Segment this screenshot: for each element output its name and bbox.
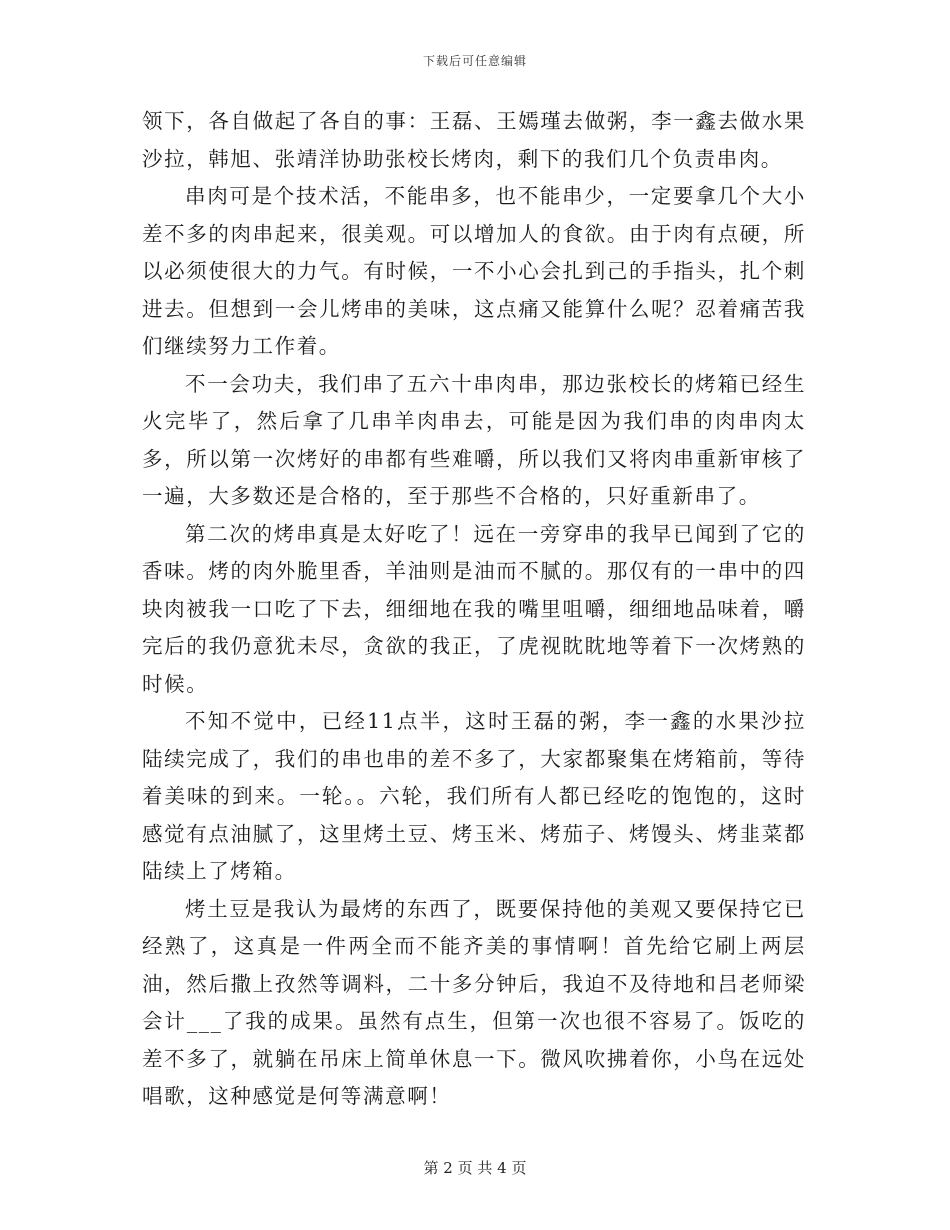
paragraph-3: 不一会功夫，我们串了五六十串肉串，那边张校长的烤箱已经生火完毕了，然后拿了几串羊肉串去，可能是因为我们串的肉串肉太多，所以第一次烤好的串都有些难嚼，所以我们又将肉串重新审核了一遍，大多数还是合格的，至于那些不合格的，只好重新串了。 [142,371,806,508]
page-header-note: 下载后可任意编辑 [422,54,527,68]
page-number: 第 2 页 共 4 页 [423,1159,527,1177]
paragraph-5: 不知不觉中，已经11点半，这时王磊的粥，李一鑫的水果沙拉陆续完成了，我们的串也串的差不多了，大家都聚集在烤箱前，等待着美味的到来。一轮。。六轮，我们所有人都已经吃的饱饱的，这时感觉有点油腻了，这里烤土豆、烤玉米、烤茄子、烤馒头、烤韭菜都陆续上了烤箱。 [142,709,806,883]
paragraph-1: 领下，各自做起了各自的事：王磊、王嫣瑾去做粥，李一鑫去做水果沙拉，韩旭、张靖洋协助张校长烤肉，剩下的我们几个负责串肉。 [142,109,806,171]
paragraph-2: 串肉可是个技术活，不能串多，也不能串少，一定要拿几个大小差不多的肉串起来，很美观。可以增加人的食欲。由于肉有点硬，所以必须使很大的力气。有时候，一不小心会扎到己的手指头，扎个刺进去。但想到一会儿烤串的美味，这点痛又能算什么呢？忍着痛苦我们继续努力工作着。 [142,184,806,358]
paragraph-6: 烤土豆是我认为最烤的东西了，既要保持他的美观又要保持它已经熟了，这真是一件两全而不能齐美的事情啊！首先给它刷上两层油，然后撒上孜然等调料，二十多分钟后，我迫不及待地和吕老师梁会计___了我的成果。虽然有点生，但第一次也很不容易了。饭吃的差不多了，就躺在吊床上简单休息一下。微风吹拂着你，小鸟在远处唱歌，这种感觉是何等满意啊！ [142,896,806,1108]
paragraph-4: 第二次的烤串真是太好吃了！远在一旁穿串的我早已闻到了它的香味。烤的肉外脆里香，羊油则是油而不腻的。那仅有的一串中的四块肉被我一口吃了下去，细细地在我的嘴里咀嚼，细细地品味着，嚼完后的我仍意犹未尽，贪欲的我正，了虎视眈眈地等着下一次烤熟的时候。 [142,521,806,696]
document-body [142,103,806,1116]
